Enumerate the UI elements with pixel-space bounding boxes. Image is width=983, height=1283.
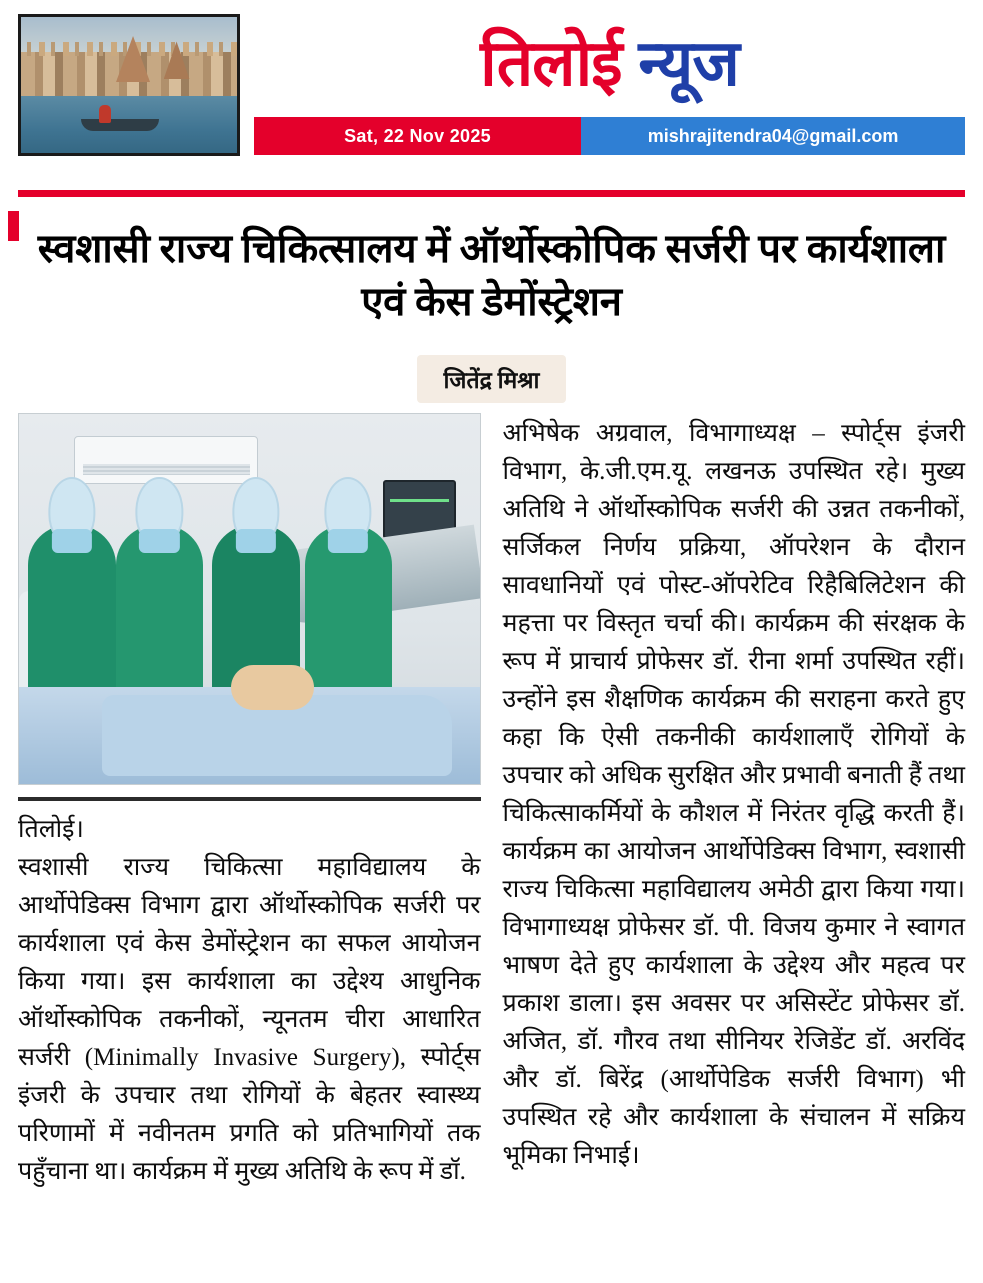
masthead-banner-photo <box>18 14 240 156</box>
page-title: स्वशासी राज्य चिकित्सालय में ऑर्थोस्कोपिक सर्जरी पर कार्यशाला एवं केस डेमोंस्ट्रेशन <box>37 226 946 324</box>
article-column-right <box>503 413 966 1283</box>
byline-row <box>0 355 983 403</box>
article-body <box>0 403 983 1283</box>
masthead <box>0 0 983 180</box>
newspaper-title-part1: तिलोई <box>480 27 622 99</box>
newspaper-title-part2: न्यूज <box>638 27 739 99</box>
photo-staff-mask <box>328 529 368 553</box>
article-column-left <box>18 413 481 1283</box>
photo-air-conditioner <box>74 436 258 484</box>
photo-staff-mask <box>52 529 92 553</box>
author-byline: जितेंद्र मिश्रा <box>417 355 565 403</box>
article-text-right: अभिषेक अग्रवाल, विभागाध्यक्ष – स्पोर्ट्स इंजरी विभाग, के.जी.एम.यू. लखनऊ उपस्थित रहे। मुख्य अतिथि ने ऑर्थोस्कोपिक सर्जरी की उन्नत तकनीकों, सर्जिकल निर्णय प्रक्रिया, ऑपरेशन के दौरान सावधानियों एवं पोस्ट-ऑपरेटिव रिहैबिलिटेशन की महत्ता पर विस्तृत चर्चा की। कार्यक्रम की संरक्षक के रूप में प्राचार्य प्रोफेसर डॉ. रीना शर्मा उपस्थित रहीं। उन्होंने इस शैक्षणिक कार्यक्रम की सराहना करते हुए कहा कि ऐसी तकनीकी कार्यशालाएँ रोगियों के उपचार को अधिक सुरक्षित और प्रभावी बनाती हैं तथा चिकित्साकर्मियों के कौशल में निरंतर वृद्धि करती हैं। कार्यक्रम का आयोजन आर्थोपेडिक्स विभाग, स्वशासी राज्य चिकित्सा महाविद्यालय अमेठी द्वारा किया गया। विभागाध्यक्ष प्रोफेसर डॉ. पी. विजय कुमार ने स्वागत भाषण देते हुए कार्यशाला के उद्देश्य और महत्व पर प्रकाश डाला। इस अवसर पर असिस्टेंट प्रोफेसर डॉ. अजित, डॉ. गौरव तथा सीनियर रेजिडेंट डॉ. अरविंद और डॉ. बिरेंद्र (आर्थोपेडिक सर्जरी विभाग) भी उपस्थित रहे और कार्यशाला के संचालन में सक्रिय भूमिका निभाई। <box>502 419 965 1169</box>
article-text-left: स्वशासी राज्य चिकित्सा महाविद्यालय के आर्थोपेडिक्स विभाग द्वारा ऑर्थोस्कोपिक सर्जरी पर कार्यशाला एवं केस डेमोंस्ट्रेशन का सफल आयोजन किया गया। इस कार्यशाला का उद्देश्य आधुनिक ऑर्थोस्कोपिक तकनीकों, न्यूनतम चीरा आधारित सर्जरी (Minimally Invasive Surgery), स्पोर्ट्स इंजरी के उपचार तथा रोगियों के बेहतर स्वास्थ्य परिणामों में नवीनतम प्रगति को प्रतिभागियों तक पहुँचाना था। कार्यक्रम में मुख्य अतिथि के रूप में डॉ. <box>18 853 481 1185</box>
headline-section <box>0 197 983 329</box>
contact-email[interactable]: mishrajitendra04@gmail.com <box>581 117 965 155</box>
photo-divider-rule <box>18 797 481 801</box>
masthead-divider-rule <box>18 190 965 197</box>
issue-date: Sat, 22 Nov 2025 <box>254 117 581 155</box>
headline-accent-marker <box>8 211 19 241</box>
masthead-center <box>240 14 965 180</box>
article-photo <box>18 413 481 785</box>
article-dateline: तिलोई। <box>18 815 84 843</box>
newspaper-title <box>254 14 965 97</box>
photo-boat <box>81 119 159 131</box>
photo-patient-limb <box>231 665 314 709</box>
photo-staff-mask <box>236 529 276 553</box>
photo-boatman <box>99 105 111 123</box>
masthead-info-bar <box>254 117 965 155</box>
photo-staff-mask <box>139 529 179 553</box>
